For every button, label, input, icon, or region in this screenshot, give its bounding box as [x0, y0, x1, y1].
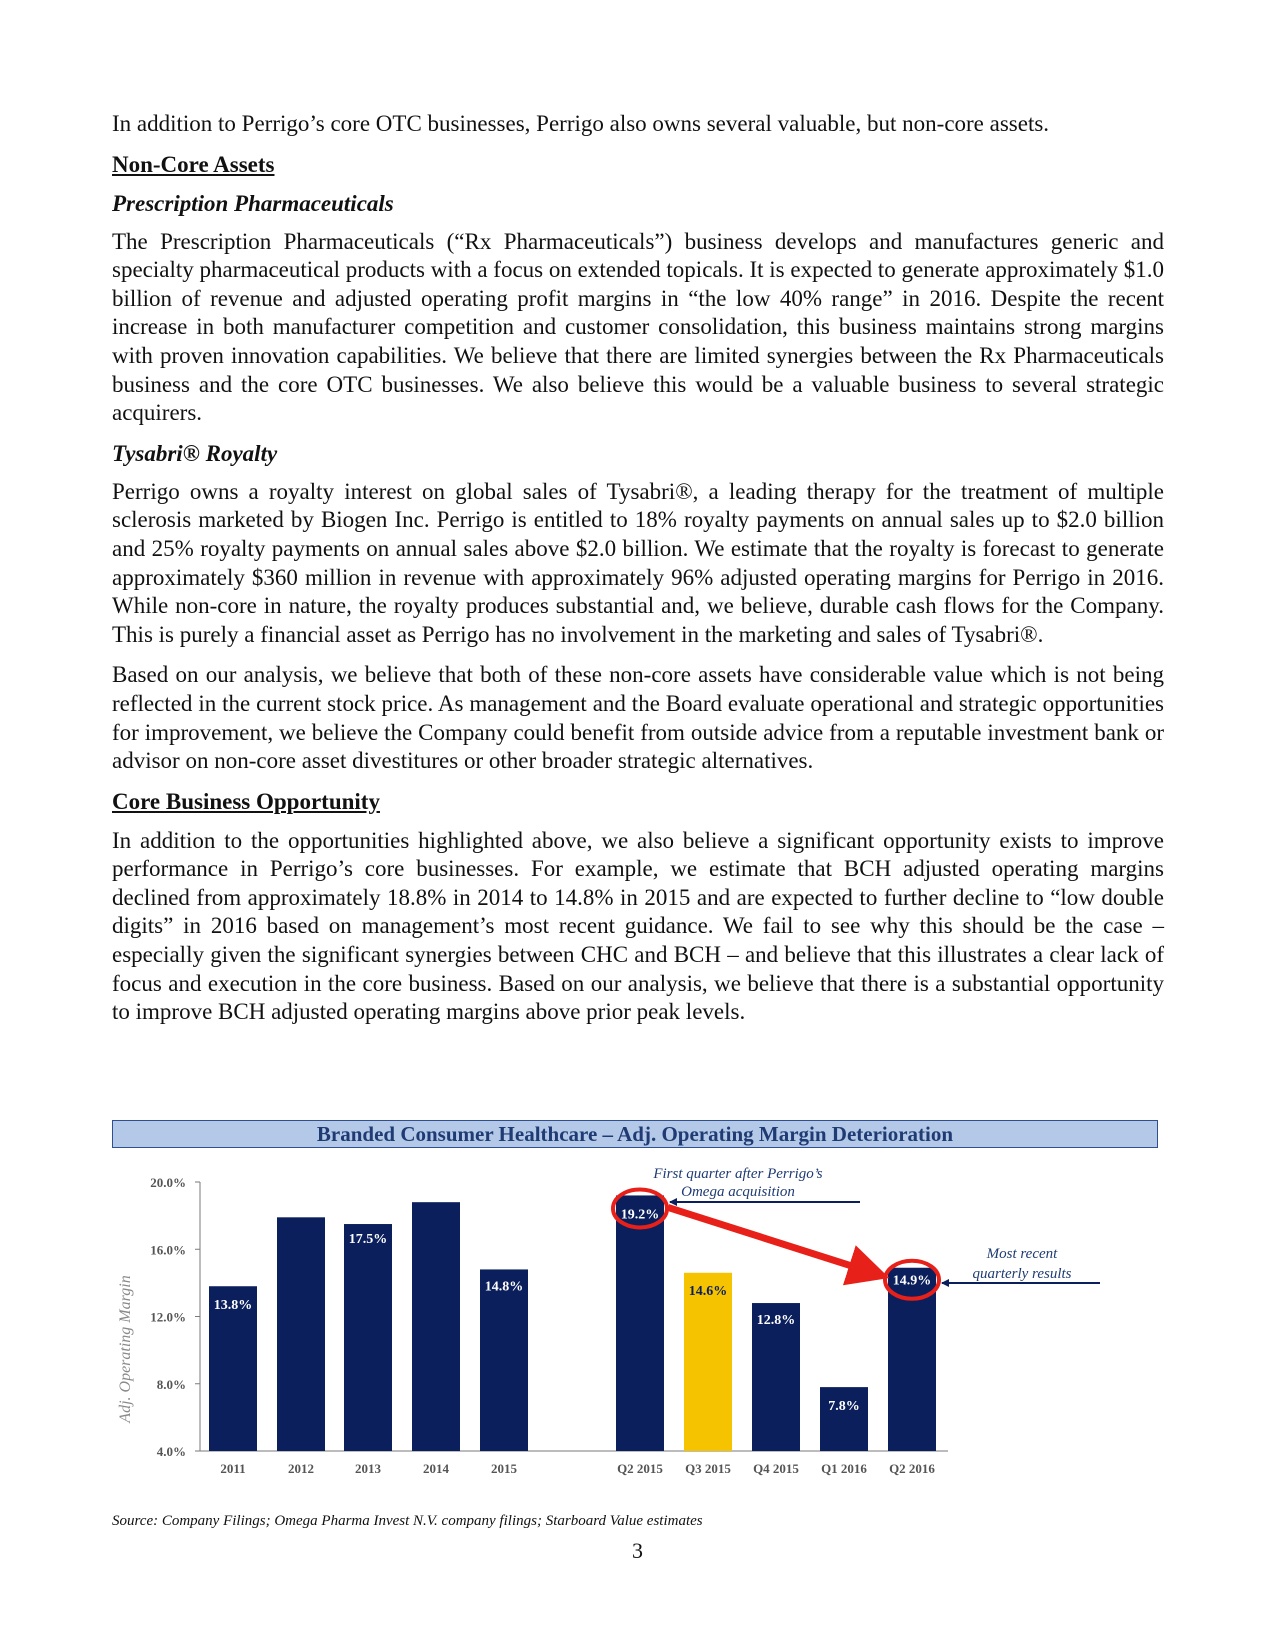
data-label: 14.6% — [688, 1283, 728, 1299]
y-tick-label: 20.0% — [150, 1175, 186, 1190]
y-tick-label: 16.0% — [150, 1242, 186, 1258]
y-tick-label: 12.0% — [150, 1309, 186, 1325]
annotation-most-recent-line2: quarterly results — [972, 1266, 1072, 1282]
tysabri-paragraph: Perrigo owns a royalty interest on global sales of Tysabri®, a leading therapy for the treatment of multiple sclerosis marketed by Biogen Inc. Perrigo is entitled to 18% royalty payments on annual sales up to $2.0 billion and 25% royalty payments on annual sales above $2.0 billion. We estimate that the royalty is forecast to generate approximately $360 million in revenue with approximately 96% adjusted operating margins for Perrigo in 2016. While non-core in nature, the royalty produces substantial and, we believe, durable cash flows for the Company. This is purely a financial asset as Perrigo has no involvement in the marketing and sales of Tysabri®. — [112, 478, 1164, 647]
bar-q3-2015 — [684, 1273, 732, 1451]
x-tick-label: Q2 2015 — [617, 1461, 663, 1476]
annotation-first-quarter-line1: First quarter after Perrigo’s — [653, 1166, 823, 1182]
y-tick-label: 4.0% — [156, 1444, 186, 1459]
bar-q1-2016 — [820, 1387, 868, 1451]
value-paragraph: Based on our analysis, we believe that both of these non-core assets have considerable value which is not being reflected in the current stock price. As management and the Board evaluate operational and strategic opportunities for improvement, we believe the Company could benefit from outside advice from a reputable investment bank or advisor on non-core asset divestitures or other broader strategic alternatives. — [112, 662, 1164, 774]
x-tick-label: Q2 2016 — [889, 1461, 935, 1476]
chart-title: Branded Consumer Healthcare – Adj. Operating Margin Deterioration — [112, 1120, 1158, 1148]
data-label: 17.9% — [281, 1199, 321, 1215]
bar-2013 — [344, 1224, 392, 1451]
rx-pharmaceuticals-heading: Prescription Pharmaceuticals — [112, 190, 394, 216]
data-label: 18.8% — [416, 1184, 456, 1200]
data-label: 14.8% — [484, 1279, 524, 1295]
data-label: 7.8% — [828, 1399, 860, 1415]
data-label: 17.5% — [348, 1232, 388, 1248]
page-number: 3 — [632, 1538, 643, 1563]
data-label: 19.2% — [620, 1207, 660, 1223]
annotation-first-quarter-line2: Omega acquisition — [681, 1184, 795, 1200]
margin-chart — [112, 1120, 1164, 1505]
x-tick-label: 2011 — [220, 1461, 246, 1476]
bar-2015 — [480, 1269, 528, 1451]
x-tick-label: 2013 — [355, 1461, 381, 1476]
bar-2012 — [277, 1217, 325, 1451]
non-core-assets-heading: Non-Core Assets — [112, 151, 275, 177]
rx-pharmaceuticals-paragraph: The Prescription Pharmaceuticals (“Rx Pharmaceuticals”) business develops and manufactures generic and specialty pharmaceutical products with a focus on extended topicals. It is expected to generate approximately $1.0 billion of revenue and adjusted operating profit margins in “the low 40% range” in 2016. Despite the recent increase in both manufacturer competition and customer consolidation, this business maintains strong margins with proven innovation capabilities. We believe that there are limited synergies between the Rx Pharmaceuticals business and the core OTC businesses. We also believe this would be a valuable business to several strategic acquirers. — [112, 228, 1164, 426]
bar-2014 — [412, 1202, 460, 1451]
document-body — [112, 110, 1164, 1027]
x-tick-label: Q1 2016 — [821, 1461, 867, 1476]
x-tick-label: Q3 2015 — [685, 1461, 731, 1476]
x-tick-label: 2012 — [288, 1461, 314, 1476]
x-tick-label: Q4 2015 — [753, 1461, 799, 1476]
x-tick-label: 2014 — [423, 1461, 449, 1476]
core-business-heading: Core Business Opportunity — [112, 788, 380, 814]
data-label: 14.9% — [892, 1273, 932, 1289]
annotation-most-recent-line1: Most recent — [986, 1246, 1058, 1262]
y-axis-title: Adj. Operating Margin — [117, 1275, 134, 1423]
decline-arrow — [668, 1207, 876, 1273]
data-label: 12.8% — [756, 1313, 796, 1329]
core-business-paragraph: In addition to the opportunities highlighted above, we also believe a significant opportunity exists to improve performance in Perrigo’s core businesses. For example, we estimate that BCH adjusted operating margins declined from approximately 18.8% in 2014 to 14.8% in 2015 and are expected to further decline to “low double digits” in 2016 based on management’s most recent guidance. We fail to see why this should be the case – especially given the significant synergies between CHC and BCH – and believe that this illustrates a clear lack of focus and execution in the core business. Based on our analysis, we believe that there is a substantial opportunity to improve BCH adjusted operating margins above prior peak levels. — [112, 827, 1164, 1025]
bar-q2-2015 — [616, 1195, 664, 1451]
x-tick-label: 2015 — [491, 1461, 517, 1476]
chart-svg — [112, 1150, 1164, 1505]
data-label: 13.8% — [213, 1298, 253, 1314]
source-note: Source: Company Filings; Omega Pharma Invest N.V. company filings; Starboard Value estimates — [112, 1513, 703, 1529]
tysabri-heading: Tysabri® Royalty — [112, 440, 278, 466]
y-tick-label: 8.0% — [156, 1376, 186, 1392]
intro-paragraph: In addition to Perrigo’s core OTC businesses, Perrigo also owns several valuable, but non-core assets. — [112, 111, 1050, 136]
